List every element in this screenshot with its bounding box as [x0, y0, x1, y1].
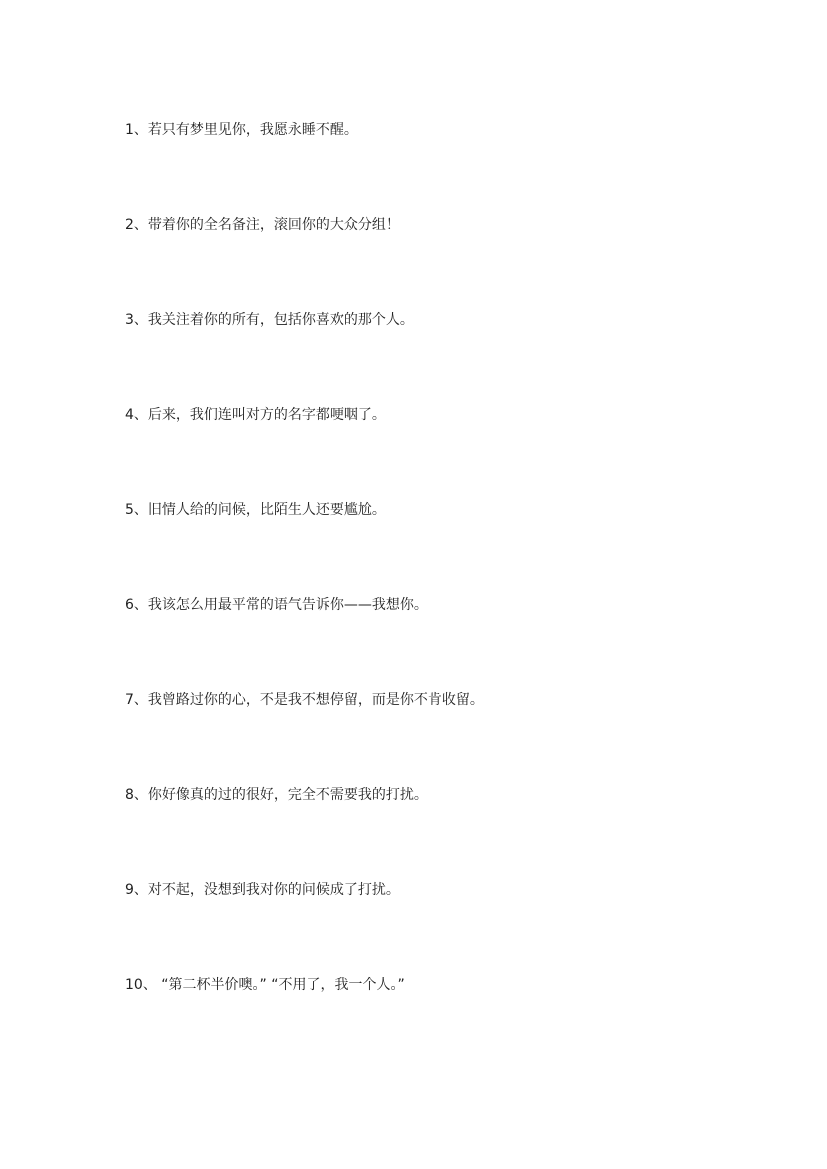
list-item-1: 1、若只有梦里见你，我愿永睡不醒。: [125, 122, 358, 138]
list-item-5: 5、旧情人给的问候，比陌生人还要尴尬。: [125, 502, 386, 518]
list-item-9: 9、对不起，没想到我对你的问候成了打扰。: [125, 882, 400, 898]
list-item-4: 4、后来，我们连叫对方的名字都哽咽了。: [125, 407, 386, 423]
quote-list: [125, 119, 484, 1069]
list-item-8: 8、你好像真的过的很好，完全不需要我的打扰。: [125, 787, 428, 803]
list-item-6: 6、我该怎么用最平常的语气告诉你——我想你。: [125, 597, 428, 613]
list-item-7: 7、我曾路过你的心，不是我不想停留，而是你不肯收留。: [125, 692, 484, 708]
list-item-2: 2、带着你的全名备注，滚回你的大众分组！: [125, 217, 400, 233]
list-item-3: 3、我关注着你的所有，包括你喜欢的那个人。: [125, 312, 414, 328]
list-item-10: 10、 “第二杯半价噢。” “不用了，我一个人。”: [125, 977, 405, 993]
